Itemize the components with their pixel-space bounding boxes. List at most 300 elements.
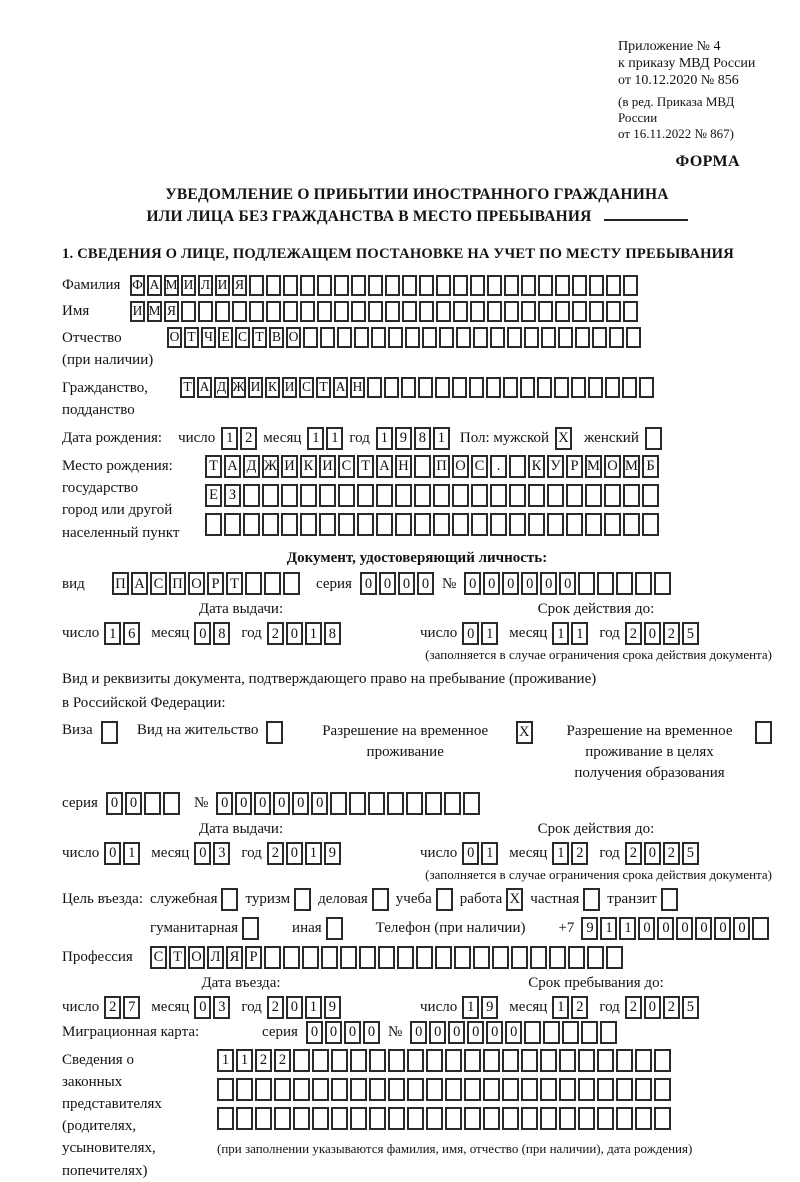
stay-issue-day-cells[interactable] (104, 842, 140, 865)
form-cell[interactable] (340, 946, 357, 969)
form-cell[interactable]: И (215, 275, 230, 296)
form-cell[interactable] (303, 327, 318, 348)
form-cell[interactable] (452, 513, 469, 536)
form-cell[interactable] (645, 427, 662, 450)
form-cell[interactable] (623, 513, 640, 536)
form-cell[interactable]: О (167, 327, 182, 348)
form-cell[interactable] (566, 484, 583, 507)
form-cell[interactable] (331, 1107, 348, 1130)
form-cell[interactable] (317, 301, 332, 322)
form-cell[interactable] (597, 572, 614, 595)
form-cell[interactable] (626, 327, 641, 348)
form-cell[interactable] (368, 301, 383, 322)
form-cell[interactable]: 2 (625, 622, 642, 645)
form-cell[interactable] (639, 377, 654, 398)
form-cell[interactable]: Р (566, 455, 583, 478)
form-cell[interactable] (654, 1078, 671, 1101)
form-cell[interactable]: О (188, 946, 205, 969)
form-cell[interactable] (426, 1078, 443, 1101)
form-cell[interactable]: 0 (448, 1021, 465, 1044)
purpose-private-checkbox[interactable] (583, 888, 600, 911)
form-cell[interactable]: 0 (306, 1021, 323, 1044)
form-cell[interactable]: Я (226, 946, 243, 969)
form-cell[interactable]: X (516, 721, 533, 744)
form-cell[interactable] (414, 513, 431, 536)
form-cell[interactable] (426, 1049, 443, 1072)
form-cell[interactable] (537, 377, 552, 398)
temporary-residence-education-checkbox[interactable] (755, 721, 772, 744)
form-cell[interactable] (528, 513, 545, 536)
form-cell[interactable] (283, 572, 300, 595)
form-cell[interactable] (217, 1078, 234, 1101)
form-cell[interactable] (578, 572, 595, 595)
form-cell[interactable] (540, 1107, 557, 1130)
form-cell[interactable] (490, 484, 507, 507)
birth-day-cells[interactable] (221, 427, 257, 450)
form-cell[interactable]: Н (395, 455, 412, 478)
form-cell[interactable] (351, 301, 366, 322)
form-cell[interactable] (274, 1078, 291, 1101)
form-cell[interactable] (349, 792, 366, 815)
form-cell[interactable] (266, 275, 281, 296)
form-cell[interactable]: 2 (663, 622, 680, 645)
form-cell[interactable]: 0 (363, 1021, 380, 1044)
form-cell[interactable] (264, 946, 281, 969)
form-cell[interactable] (623, 301, 638, 322)
form-cell[interactable] (249, 301, 264, 322)
form-cell[interactable]: С (299, 377, 314, 398)
form-cell[interactable]: 0 (462, 842, 479, 865)
form-cell[interactable] (198, 301, 213, 322)
form-cell[interactable] (319, 513, 336, 536)
form-cell[interactable] (583, 888, 600, 911)
form-cell[interactable] (419, 301, 434, 322)
form-cell[interactable] (387, 792, 404, 815)
form-cell[interactable] (509, 455, 526, 478)
form-cell[interactable] (283, 275, 298, 296)
form-cell[interactable] (414, 484, 431, 507)
form-cell[interactable] (388, 327, 403, 348)
form-cell[interactable] (354, 327, 369, 348)
form-cell[interactable]: 0 (286, 842, 303, 865)
form-cell[interactable] (397, 946, 414, 969)
form-cell[interactable]: 9 (395, 427, 412, 450)
form-cell[interactable] (281, 513, 298, 536)
birth-month-cells[interactable] (307, 427, 343, 450)
form-cell[interactable] (266, 301, 281, 322)
form-cell[interactable] (600, 1021, 617, 1044)
form-cell[interactable] (243, 484, 260, 507)
form-cell[interactable] (217, 1107, 234, 1130)
form-cell[interactable]: О (452, 455, 469, 478)
form-cell[interactable]: С (150, 946, 167, 969)
form-cell[interactable] (606, 275, 621, 296)
form-cell[interactable] (509, 513, 526, 536)
form-cell[interactable]: 2 (571, 996, 588, 1019)
form-cell[interactable]: В (269, 327, 284, 348)
form-cell[interactable] (224, 513, 241, 536)
form-cell[interactable] (540, 1049, 557, 1072)
form-cell[interactable]: 0 (505, 1021, 522, 1044)
form-cell[interactable] (330, 792, 347, 815)
form-cell[interactable] (293, 1078, 310, 1101)
form-cell[interactable] (249, 275, 264, 296)
form-cell[interactable] (255, 1107, 272, 1130)
birth-place-row-1[interactable] (205, 455, 659, 478)
patronymic-cells[interactable] (167, 327, 641, 348)
form-cell[interactable] (293, 1107, 310, 1130)
form-cell[interactable] (471, 484, 488, 507)
form-cell[interactable]: 0 (106, 792, 123, 815)
form-cell[interactable]: Т (180, 377, 195, 398)
form-cell[interactable]: Ч (201, 327, 216, 348)
form-cell[interactable] (530, 946, 547, 969)
form-cell[interactable] (616, 1078, 633, 1101)
form-cell[interactable]: 0 (292, 792, 309, 815)
form-cell[interactable]: П (433, 455, 450, 478)
issue-day-cells[interactable] (104, 622, 140, 645)
form-cell[interactable] (588, 377, 603, 398)
form-cell[interactable]: К (265, 377, 280, 398)
form-cell[interactable] (368, 792, 385, 815)
form-cell[interactable]: 1 (305, 842, 322, 865)
form-cell[interactable]: 2 (267, 996, 284, 1019)
form-cell[interactable] (407, 1078, 424, 1101)
form-cell[interactable] (445, 1078, 462, 1101)
birth-place-row-2[interactable] (205, 484, 659, 507)
form-cell[interactable]: Т (357, 455, 374, 478)
birth-place-row-3[interactable] (205, 513, 659, 536)
visa-checkbox[interactable] (101, 721, 118, 744)
form-cell[interactable]: 1 (619, 917, 636, 940)
form-cell[interactable] (372, 888, 389, 911)
form-cell[interactable]: 6 (123, 622, 140, 645)
form-cell[interactable]: 2 (255, 1049, 272, 1072)
stay-doc-seriya-cells[interactable] (106, 792, 180, 815)
form-cell[interactable] (470, 301, 485, 322)
form-cell[interactable] (302, 946, 319, 969)
form-cell[interactable] (597, 1078, 614, 1101)
form-cell[interactable] (572, 301, 587, 322)
form-cell[interactable] (543, 1021, 560, 1044)
doc-seriya-cells[interactable] (360, 572, 434, 595)
form-cell[interactable] (578, 1078, 595, 1101)
form-cell[interactable] (456, 327, 471, 348)
form-cell[interactable] (245, 572, 262, 595)
form-cell[interactable] (487, 275, 502, 296)
phone-cells[interactable] (581, 917, 769, 940)
form-cell[interactable] (181, 301, 196, 322)
form-cell[interactable]: 0 (311, 792, 328, 815)
form-cell[interactable] (755, 721, 772, 744)
form-cell[interactable] (262, 484, 279, 507)
form-cell[interactable] (326, 917, 343, 940)
stay-issue-month-cells[interactable] (194, 842, 230, 865)
form-cell[interactable] (368, 275, 383, 296)
form-cell[interactable]: Б (642, 455, 659, 478)
form-cell[interactable]: 2 (267, 842, 284, 865)
form-cell[interactable] (350, 1078, 367, 1101)
form-cell[interactable] (243, 513, 260, 536)
form-cell[interactable] (507, 327, 522, 348)
form-cell[interactable] (490, 513, 507, 536)
form-cell[interactable] (439, 327, 454, 348)
form-cell[interactable]: С (471, 455, 488, 478)
migration-seriya-cells[interactable] (306, 1021, 380, 1044)
form-cell[interactable]: 0 (194, 996, 211, 1019)
form-cell[interactable] (502, 1049, 519, 1072)
form-cell[interactable] (504, 275, 519, 296)
form-cell[interactable]: 0 (657, 917, 674, 940)
form-cell[interactable]: 1 (552, 622, 569, 645)
representatives-row-2[interactable] (217, 1078, 692, 1101)
form-cell[interactable] (559, 1107, 576, 1130)
form-cell[interactable] (558, 327, 573, 348)
form-cell[interactable]: 0 (325, 1021, 342, 1044)
form-cell[interactable] (388, 1078, 405, 1101)
form-cell[interactable] (538, 301, 553, 322)
entry-day-cells[interactable] (104, 996, 140, 1019)
form-cell[interactable]: . (490, 455, 507, 478)
form-cell[interactable]: Т (252, 327, 267, 348)
form-cell[interactable]: 1 (552, 842, 569, 865)
form-cell[interactable] (262, 513, 279, 536)
form-cell[interactable] (490, 327, 505, 348)
form-cell[interactable] (654, 1107, 671, 1130)
form-cell[interactable]: 0 (344, 1021, 361, 1044)
form-cell[interactable]: 1 (326, 427, 343, 450)
form-cell[interactable] (378, 946, 395, 969)
form-cell[interactable] (642, 513, 659, 536)
form-cell[interactable] (623, 275, 638, 296)
form-cell[interactable] (622, 377, 637, 398)
form-cell[interactable] (163, 792, 180, 815)
form-cell[interactable] (483, 1049, 500, 1072)
form-cell[interactable]: Л (207, 946, 224, 969)
form-cell[interactable] (405, 327, 420, 348)
form-cell[interactable] (101, 721, 118, 744)
purpose-business-checkbox[interactable] (372, 888, 389, 911)
form-cell[interactable]: З (224, 484, 241, 507)
form-cell[interactable]: П (169, 572, 186, 595)
form-cell[interactable] (401, 377, 416, 398)
form-cell[interactable]: X (506, 888, 523, 911)
form-cell[interactable]: 2 (104, 996, 121, 1019)
form-cell[interactable]: 0 (714, 917, 731, 940)
form-cell[interactable]: 0 (286, 996, 303, 1019)
form-cell[interactable] (635, 1107, 652, 1130)
form-cell[interactable]: 0 (644, 622, 661, 645)
form-cell[interactable] (414, 455, 431, 478)
form-cell[interactable]: П (112, 572, 129, 595)
form-cell[interactable] (581, 1021, 598, 1044)
form-cell[interactable] (587, 946, 604, 969)
form-cell[interactable]: 0 (286, 622, 303, 645)
form-cell[interactable]: А (131, 572, 148, 595)
form-cell[interactable]: 7 (123, 996, 140, 1019)
form-cell[interactable] (385, 275, 400, 296)
form-cell[interactable] (473, 327, 488, 348)
form-cell[interactable] (444, 792, 461, 815)
form-cell[interactable]: Е (218, 327, 233, 348)
form-cell[interactable] (388, 1049, 405, 1072)
form-cell[interactable]: 1 (433, 427, 450, 450)
form-cell[interactable]: 0 (235, 792, 252, 815)
form-cell[interactable] (503, 377, 518, 398)
form-cell[interactable] (369, 1049, 386, 1072)
doc-kind-cells[interactable] (112, 572, 300, 595)
representatives-row-3[interactable] (217, 1107, 692, 1130)
form-cell[interactable]: 0 (273, 792, 290, 815)
form-cell[interactable] (605, 377, 620, 398)
form-cell[interactable] (436, 275, 451, 296)
form-cell[interactable]: 9 (581, 917, 598, 940)
form-cell[interactable] (215, 301, 230, 322)
form-cell[interactable] (571, 377, 586, 398)
form-cell[interactable] (255, 1078, 272, 1101)
form-cell[interactable] (445, 1049, 462, 1072)
form-cell[interactable]: А (197, 377, 212, 398)
form-cell[interactable]: 1 (376, 427, 393, 450)
form-cell[interactable] (385, 301, 400, 322)
expiry-year-cells[interactable] (625, 622, 699, 645)
form-cell[interactable] (433, 513, 450, 536)
form-cell[interactable]: 3 (213, 996, 230, 1019)
form-cell[interactable]: 2 (625, 996, 642, 1019)
form-cell[interactable]: 1 (481, 622, 498, 645)
stay-until-day-cells[interactable] (462, 996, 498, 1019)
form-cell[interactable]: М (147, 301, 162, 322)
form-cell[interactable] (609, 327, 624, 348)
form-cell[interactable] (549, 946, 566, 969)
form-cell[interactable]: 0 (360, 572, 377, 595)
entry-year-cells[interactable] (267, 996, 341, 1019)
form-cell[interactable]: 1 (571, 622, 588, 645)
sex-female-checkbox[interactable] (645, 427, 662, 450)
form-cell[interactable]: 0 (429, 1021, 446, 1044)
form-cell[interactable]: М (585, 455, 602, 478)
form-cell[interactable] (606, 946, 623, 969)
form-cell[interactable]: Е (205, 484, 222, 507)
form-cell[interactable] (300, 301, 315, 322)
form-cell[interactable]: 0 (194, 842, 211, 865)
form-cell[interactable] (402, 275, 417, 296)
form-cell[interactable]: 1 (305, 996, 322, 1019)
stay-until-month-cells[interactable] (552, 996, 588, 1019)
form-cell[interactable]: С (235, 327, 250, 348)
form-cell[interactable] (585, 513, 602, 536)
form-cell[interactable]: 8 (213, 622, 230, 645)
form-cell[interactable] (578, 1049, 595, 1072)
form-cell[interactable] (606, 301, 621, 322)
form-cell[interactable] (205, 513, 222, 536)
form-cell[interactable]: Т (226, 572, 243, 595)
form-cell[interactable]: Т (316, 377, 331, 398)
form-cell[interactable]: X (555, 427, 572, 450)
form-cell[interactable] (654, 572, 671, 595)
form-cell[interactable] (402, 301, 417, 322)
form-cell[interactable] (236, 1078, 253, 1101)
form-cell[interactable] (541, 327, 556, 348)
form-cell[interactable] (547, 513, 564, 536)
form-cell[interactable] (471, 513, 488, 536)
form-cell[interactable]: 0 (733, 917, 750, 940)
form-cell[interactable]: 0 (379, 572, 396, 595)
form-cell[interactable] (338, 484, 355, 507)
expiry-day-cells[interactable] (462, 622, 498, 645)
form-cell[interactable]: 2 (625, 842, 642, 865)
form-cell[interactable]: 8 (414, 427, 431, 450)
form-cell[interactable] (338, 513, 355, 536)
form-cell[interactable] (616, 1107, 633, 1130)
entry-month-cells[interactable] (194, 996, 230, 1019)
form-cell[interactable]: 5 (682, 996, 699, 1019)
form-cell[interactable] (554, 377, 569, 398)
form-cell[interactable]: 1 (462, 996, 479, 1019)
form-cell[interactable] (470, 275, 485, 296)
form-cell[interactable]: М (623, 455, 640, 478)
form-cell[interactable] (572, 275, 587, 296)
form-cell[interactable] (350, 1107, 367, 1130)
form-cell[interactable] (521, 1107, 538, 1130)
form-cell[interactable] (452, 377, 467, 398)
form-cell[interactable]: 1 (552, 996, 569, 1019)
form-cell[interactable]: К (300, 455, 317, 478)
form-cell[interactable] (435, 946, 452, 969)
form-cell[interactable]: 0 (216, 792, 233, 815)
form-cell[interactable] (337, 327, 352, 348)
form-cell[interactable] (351, 275, 366, 296)
form-cell[interactable]: Ф (130, 275, 145, 296)
form-cell[interactable]: Д (243, 455, 260, 478)
form-cell[interactable]: 0 (521, 572, 538, 595)
form-cell[interactable]: 0 (638, 917, 655, 940)
form-cell[interactable]: И (181, 275, 196, 296)
form-cell[interactable]: А (147, 275, 162, 296)
form-cell[interactable] (486, 377, 501, 398)
form-cell[interactable] (511, 946, 528, 969)
form-cell[interactable] (504, 301, 519, 322)
citizenship-cells[interactable] (180, 377, 654, 398)
form-cell[interactable]: У (547, 455, 564, 478)
stay-until-year-cells[interactable] (625, 996, 699, 1019)
stay-expiry-month-cells[interactable] (552, 842, 588, 865)
form-cell[interactable] (752, 917, 769, 940)
form-cell[interactable] (589, 301, 604, 322)
form-cell[interactable] (654, 1049, 671, 1072)
form-cell[interactable]: 0 (398, 572, 415, 595)
form-cell[interactable] (502, 1107, 519, 1130)
form-cell[interactable] (395, 484, 412, 507)
form-cell[interactable] (357, 513, 374, 536)
form-cell[interactable] (317, 275, 332, 296)
surname-cells[interactable] (130, 275, 638, 296)
form-cell[interactable]: 0 (483, 572, 500, 595)
form-cell[interactable] (453, 301, 468, 322)
form-cell[interactable] (419, 275, 434, 296)
form-cell[interactable]: 0 (464, 572, 481, 595)
form-cell[interactable] (312, 1107, 329, 1130)
form-cell[interactable]: 1 (481, 842, 498, 865)
form-cell[interactable]: 2 (240, 427, 257, 450)
form-cell[interactable] (232, 301, 247, 322)
stay-expiry-day-cells[interactable] (462, 842, 498, 865)
form-cell[interactable] (453, 275, 468, 296)
form-cell[interactable] (294, 888, 311, 911)
form-cell[interactable] (521, 1049, 538, 1072)
form-cell[interactable] (320, 327, 335, 348)
form-cell[interactable] (575, 327, 590, 348)
